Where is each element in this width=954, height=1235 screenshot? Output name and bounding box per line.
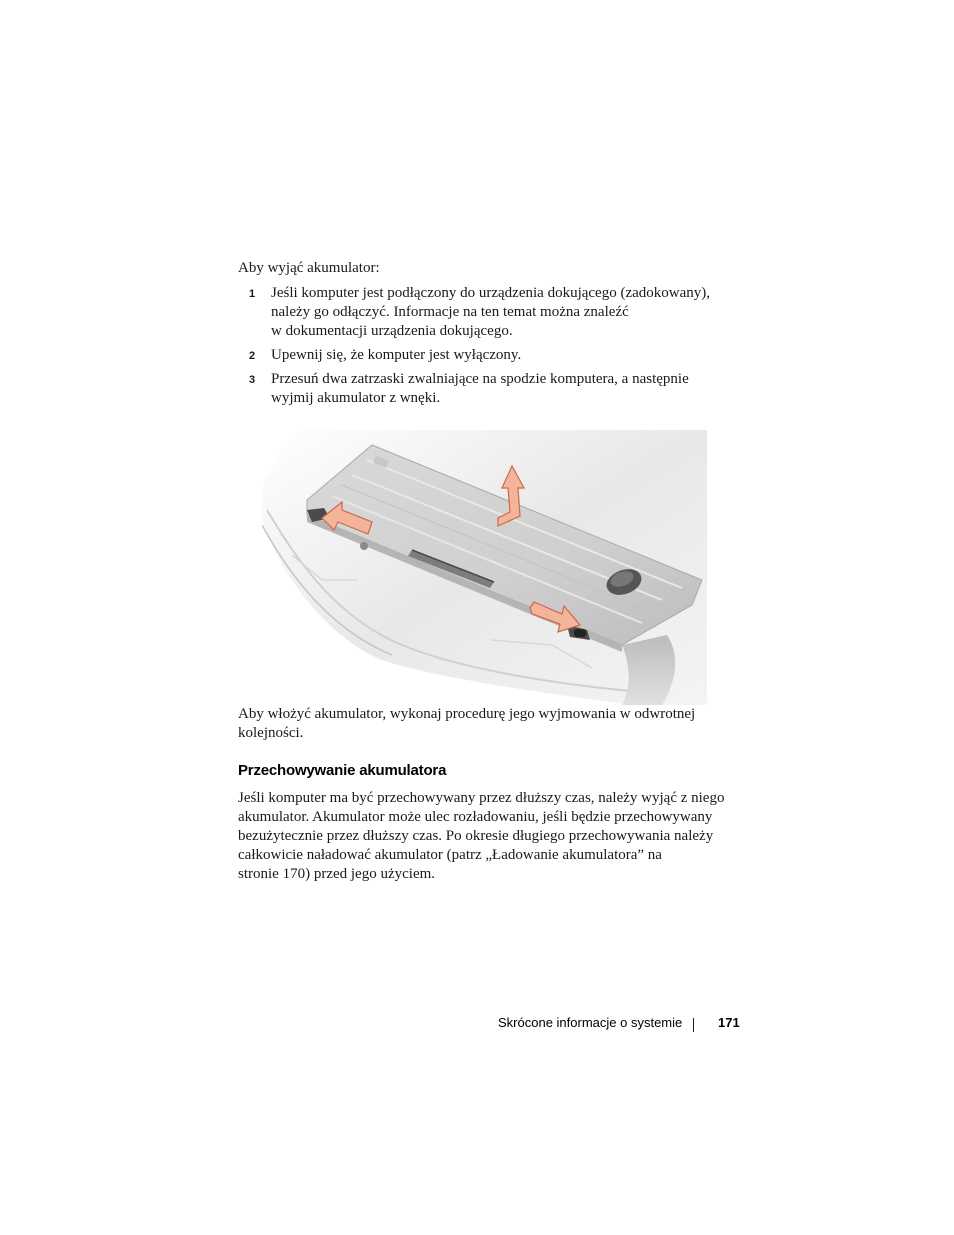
step-number: 3 bbox=[249, 374, 256, 386]
insert-paragraph: Aby włożyć akumulator, wykonaj procedurę jego wyjmowania w odwrotnej kolejności. bbox=[238, 706, 696, 741]
latch-right-button bbox=[574, 629, 586, 637]
intro-text: Aby wyjąć akumulator: bbox=[238, 260, 380, 276]
step-text: Upewnij się, że komputer jest wyłączony. bbox=[271, 347, 522, 363]
section-heading: Przechowywanie akumulatora bbox=[238, 762, 447, 779]
step-item bbox=[238, 346, 738, 365]
section-body: Jeśli komputer ma być przechowywany przez dłuższy czas, należy wyjąć z niego akumulator. Akumulator może ulec rozładowaniu, jeśli będzie przechowywany bezużytecznie przez dłuższy czas. Po okresie długiego przechowywania należy całkowicie naładować akumulator (patrz „Ładowanie akumulatora” na stronie 170) przed jego użyciem. bbox=[238, 790, 725, 882]
battery-removal-illustration bbox=[262, 430, 707, 705]
footer-separator bbox=[693, 1018, 694, 1032]
step-number: 2 bbox=[249, 350, 256, 362]
step-text: Przesuń dwa zatrzaski zwalniające na spodzie komputera, a następnie wyjmij akumulator z wnęki. bbox=[271, 371, 689, 406]
step-item bbox=[238, 370, 738, 408]
step-text: Jeśli komputer jest podłączony do urządzenia dokującego (zadokowany), należy go odłączyć. Informacje na ten temat można znaleźć w dokumentacji urządzenia dokującego. bbox=[271, 285, 711, 339]
battery-end-cap bbox=[622, 635, 675, 705]
screw-icon bbox=[360, 542, 368, 550]
footer-chapter: Skrócone informacje o systemie bbox=[498, 1015, 683, 1030]
step-item bbox=[238, 284, 738, 341]
step-number: 1 bbox=[249, 288, 256, 300]
page-number: 171 bbox=[718, 1015, 740, 1030]
steps-list bbox=[238, 284, 738, 413]
